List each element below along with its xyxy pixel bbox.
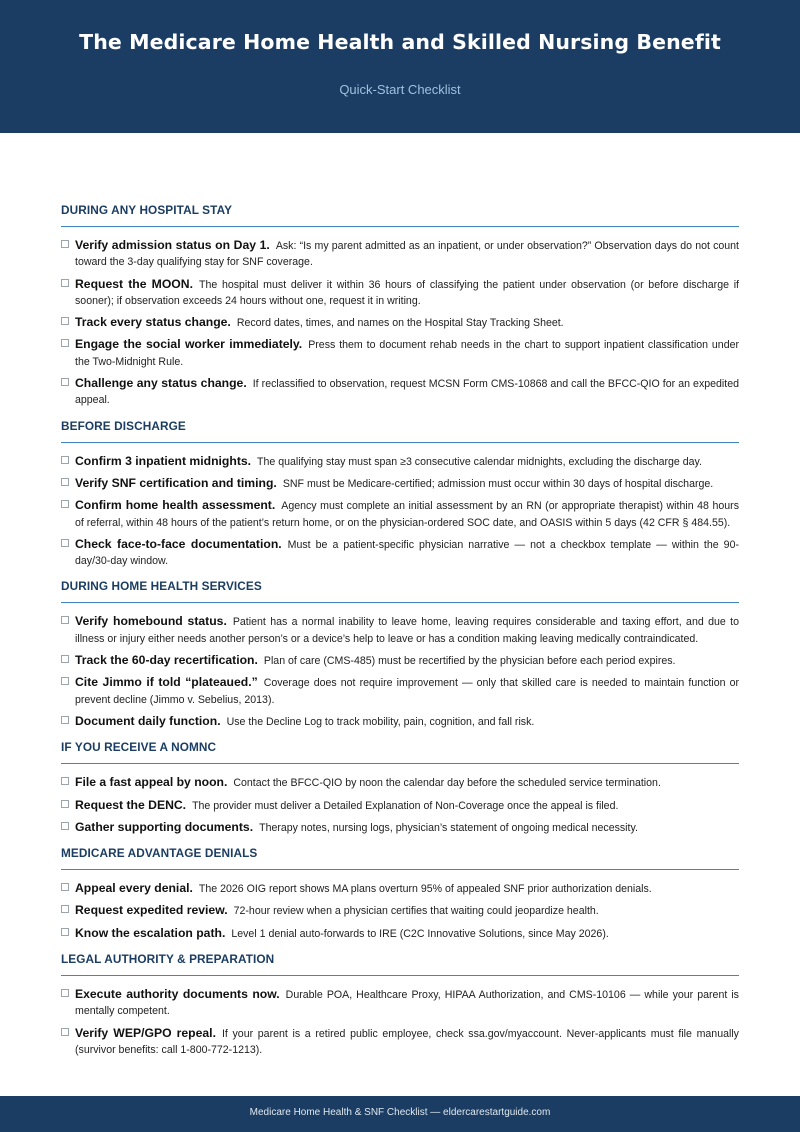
item-text: 72-hour review when a physician certifies that waiting could jeopardize health. [233, 905, 599, 918]
checklist-section [61, 419, 739, 570]
checkbox[interactable] [61, 240, 69, 248]
footer-text: Medicare Home Health & SNF Checklist — eldercarestartguide.com [249, 1107, 551, 1118]
checkbox[interactable] [61, 339, 69, 347]
checklist-item [61, 497, 739, 531]
item-text: The qualifying stay must span ≥3 consecutive calendar midnights, excluding the discharge day. [257, 455, 702, 468]
item-text: Level 1 denial auto-forwards to IRE (C2C Innovative Solutions, since May 2026). [231, 927, 609, 940]
item-lead: Check face-to-face documentation. [75, 536, 282, 551]
checklist-item [61, 375, 739, 409]
checkbox[interactable] [61, 905, 69, 913]
checkbox[interactable] [61, 279, 69, 287]
item-lead: Confirm home health assessment. [75, 498, 276, 513]
section-heading: MEDICARE ADVANTAGE DENIALS [61, 846, 739, 870]
section-heading: LEGAL AUTHORITY & PREPARATION [61, 952, 739, 976]
item-text: Patient has a normal inability to leave home, leaving requires considerable and taxing effort, and due to illness or injury either needs another person’s or a device’s help to leave or has a condition making leaving medically contraindicated. [75, 616, 739, 645]
checkbox[interactable] [61, 616, 69, 624]
checklist-item [61, 819, 739, 836]
checkbox[interactable] [61, 822, 69, 830]
checkbox[interactable] [61, 777, 69, 785]
checklist-item [61, 925, 739, 942]
item-text: Ask: “Is my parent admitted as an inpatient, or under observation?” Observation days do not count toward the 3-day qualifying stay for SNF coverage. [75, 240, 739, 269]
checkbox[interactable] [61, 478, 69, 486]
checkbox[interactable] [61, 456, 69, 464]
checklist-item [61, 336, 739, 370]
checkbox[interactable] [61, 677, 69, 685]
item-lead: Engage the social worker immediately. [75, 337, 303, 352]
checkbox[interactable] [61, 539, 69, 547]
item-lead: Track every status change. [75, 315, 231, 330]
item-lead: Request the MOON. [75, 276, 193, 291]
item-text: Must be a patient-specific physician narrative — not a checkbox template — within the 90-day/30-day window. [75, 538, 739, 568]
checklist-item [61, 237, 739, 271]
checklist-item [61, 314, 739, 331]
item-lead: Challenge any status change. [75, 376, 247, 391]
page-title: The Medicare Home Health and Skilled Nursing Benefit [79, 30, 721, 54]
checkbox[interactable] [61, 928, 69, 936]
checkbox[interactable] [61, 716, 69, 724]
section-heading: BEFORE DISCHARGE [61, 419, 739, 443]
item-text: Plan of care (CMS-485) must be recertified by the physician before each period expires. [263, 655, 676, 668]
checklist-item [61, 652, 739, 669]
checklist-item [61, 902, 739, 919]
item-text: SNF must be Medicare-certified; admission must occur within 30 days of hospital discharge. [282, 477, 714, 490]
section-heading: IF YOU RECEIVE A NOMNC [61, 740, 739, 764]
checklist-section [61, 846, 739, 942]
item-lead: Verify WEP/GPO repeal. [75, 1025, 216, 1040]
item-lead: Gather supporting documents. [75, 819, 254, 834]
item-text: The provider must deliver a Detailed Explanation of Non-Coverage once the appeal is filed. [192, 799, 619, 812]
item-lead: Know the escalation path. [75, 925, 226, 940]
section-heading: DURING ANY HOSPITAL STAY [61, 203, 739, 227]
checkbox[interactable] [61, 1028, 69, 1036]
checkbox[interactable] [61, 800, 69, 808]
checklist-section [61, 579, 739, 730]
checkbox[interactable] [61, 378, 69, 386]
checklist-section [61, 203, 739, 409]
item-lead: Appeal every denial. [75, 881, 193, 896]
item-lead: Confirm 3 inpatient midnights. [75, 453, 252, 468]
item-lead: File a fast appeal by noon. [75, 775, 228, 790]
item-lead: Cite Jimmo if told “plateaued.” [75, 675, 258, 690]
item-text: If your parent is a retired public employee, check ssa.gov/myaccount. Never-applicants must file manually (survivor benefits: call 1-800-772-1213). [75, 1027, 739, 1056]
checklist-item [61, 674, 739, 708]
item-text: Agency must complete an initial assessment by an RN (or appropriate therapist) within 48 hours of referral, within 48 hours of the patient’s return home, or on the physician-ordered SOC date, and OASIS within 5 days (42 CFR § 484.55). [75, 500, 739, 529]
item-text: Coverage does not require improvement — only that skilled care is needed to maintain function or prevent decline (Jimmo v. Sebelius, 2013). [75, 677, 740, 706]
item-text: If reclassified to observation, request MCSN Form CMS-10868 and call the BFCC-QIO for an expedited appeal. [75, 378, 739, 407]
checklist-item [61, 1025, 739, 1059]
checkbox[interactable] [61, 883, 69, 891]
item-lead: Execute authority documents now. [75, 987, 280, 1002]
item-text: Use the Decline Log to track mobility, pain, cognition, and fall risk. [226, 715, 535, 728]
item-text: Contact the BFCC-QIO by noon the calendar day before the scheduled service termination. [233, 777, 661, 790]
page-header [0, 0, 800, 133]
item-lead: Request the DENC. [75, 797, 187, 812]
item-lead: Document daily function. [75, 713, 221, 728]
item-text: Therapy notes, nursing logs, physician’s statement of ongoing medical necessity. [259, 821, 638, 834]
checklist-item [61, 986, 739, 1020]
item-text: The 2026 OIG report shows MA plans overturn 95% of appealed SNF prior authorization denials. [198, 883, 652, 896]
section-heading: DURING HOME HEALTH SERVICES [61, 579, 739, 603]
checkbox[interactable] [61, 655, 69, 663]
checklist-item [61, 613, 739, 647]
item-text: Durable POA, Healthcare Proxy, HIPAA Authorization, and CMS-10106 — while your parent is mentally competent. [75, 989, 739, 1018]
checklist-content [61, 203, 739, 1068]
item-lead: Verify homebound status. [75, 614, 227, 629]
checklist-item [61, 453, 739, 470]
item-lead: Verify admission status on Day 1. [75, 238, 270, 252]
checklist-item [61, 536, 739, 570]
checklist-item [61, 797, 739, 814]
page-footer [0, 1096, 800, 1132]
checklist-item [61, 475, 739, 492]
checklist-item [61, 713, 739, 730]
checklist-section [61, 740, 739, 836]
item-text: The hospital must deliver it within 36 hours of classifying the patient under observation (or before discharge if sooner); if observation exceeds 24 hours without one, request it in writing. [75, 278, 740, 307]
page-subtitle: Quick-Start Checklist [339, 82, 461, 97]
item-lead: Request expedited review. [75, 903, 228, 918]
checklist-item [61, 276, 739, 310]
checkbox[interactable] [61, 317, 69, 325]
checkbox[interactable] [61, 500, 69, 508]
checkbox[interactable] [61, 989, 69, 997]
checklist-item [61, 774, 739, 791]
checklist-section [61, 952, 739, 1058]
item-text: Press them to document rehab needs in the chart to support inpatient classification under the Two-Midnight Rule. [75, 339, 739, 368]
item-text: Record dates, times, and names on the Hospital Stay Tracking Sheet. [236, 317, 564, 330]
item-lead: Track the 60-day recertification. [75, 653, 258, 668]
checklist-item [61, 880, 739, 897]
item-lead: Verify SNF certification and timing. [75, 475, 277, 490]
